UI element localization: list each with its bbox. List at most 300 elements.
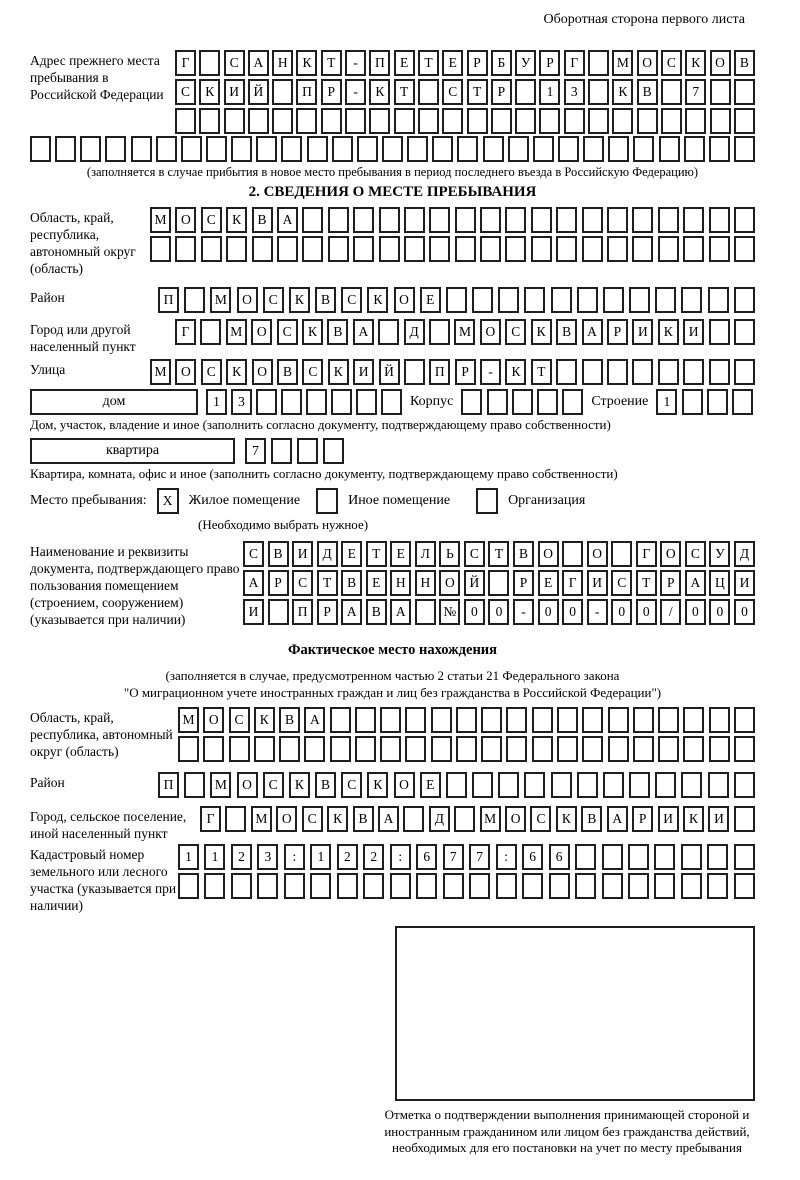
char-cell[interactable] — [323, 438, 344, 464]
char-cell[interactable] — [515, 79, 536, 105]
char-cell[interactable] — [709, 736, 730, 762]
char-cell[interactable] — [734, 359, 755, 385]
char-cell[interactable]: М — [251, 806, 272, 832]
char-cell[interactable] — [203, 736, 224, 762]
char-cell[interactable]: А — [582, 319, 603, 345]
char-cell[interactable] — [353, 207, 374, 233]
char-cell[interactable]: 0 — [611, 599, 632, 625]
char-cell[interactable]: - — [513, 599, 534, 625]
char-cell[interactable] — [415, 599, 436, 625]
char-cell[interactable] — [231, 136, 252, 162]
char-cell[interactable] — [150, 236, 171, 262]
char-cell[interactable]: С — [263, 772, 284, 798]
char-cell[interactable]: К — [685, 50, 706, 76]
char-cell[interactable]: Т — [321, 50, 342, 76]
char-cell[interactable] — [105, 136, 126, 162]
char-cell[interactable]: X — [157, 488, 179, 514]
char-cell[interactable]: Г — [636, 541, 657, 567]
char-cell[interactable] — [457, 136, 478, 162]
char-cell[interactable]: О — [394, 287, 415, 313]
char-cell[interactable]: 1 — [310, 844, 331, 870]
char-cell[interactable]: : — [496, 844, 517, 870]
char-cell[interactable] — [378, 319, 399, 345]
char-cell[interactable]: М — [612, 50, 633, 76]
char-cell[interactable] — [472, 772, 493, 798]
char-cell[interactable] — [382, 136, 403, 162]
char-cell[interactable]: В — [315, 772, 336, 798]
option-organization[interactable] — [476, 488, 585, 514]
char-cell[interactable] — [480, 236, 501, 262]
char-cell[interactable] — [734, 844, 755, 870]
char-cell[interactable] — [512, 389, 533, 415]
char-cell[interactable]: И — [587, 570, 608, 596]
char-cell[interactable]: С — [201, 359, 222, 385]
char-cell[interactable]: О — [587, 541, 608, 567]
char-cell[interactable] — [524, 287, 545, 313]
char-cell[interactable] — [562, 389, 583, 415]
char-cell[interactable] — [356, 389, 377, 415]
char-cell[interactable]: К — [289, 287, 310, 313]
char-cell[interactable] — [405, 707, 426, 733]
char-cell[interactable]: К — [296, 50, 317, 76]
char-cell[interactable] — [734, 319, 755, 345]
char-cell[interactable] — [416, 873, 437, 899]
option-residential[interactable] — [157, 488, 300, 514]
char-cell[interactable] — [505, 207, 526, 233]
char-cell[interactable]: В — [581, 806, 602, 832]
char-cell[interactable]: С — [302, 359, 323, 385]
char-cell[interactable] — [709, 207, 730, 233]
char-cell[interactable]: О — [637, 50, 658, 76]
char-cell[interactable] — [55, 136, 76, 162]
char-cell[interactable] — [332, 136, 353, 162]
char-cell[interactable] — [200, 319, 221, 345]
char-cell[interactable]: Р — [632, 806, 653, 832]
char-cell[interactable] — [659, 136, 680, 162]
char-cell[interactable]: Й — [379, 359, 400, 385]
char-cell[interactable] — [206, 136, 227, 162]
char-cell[interactable] — [204, 873, 225, 899]
char-cell[interactable] — [404, 236, 425, 262]
char-cell[interactable] — [256, 136, 277, 162]
char-cell[interactable] — [454, 806, 475, 832]
char-cell[interactable]: К — [254, 707, 275, 733]
char-cell[interactable]: Е — [442, 50, 463, 76]
char-cell[interactable] — [80, 136, 101, 162]
char-cell[interactable] — [683, 359, 704, 385]
char-cell[interactable] — [498, 287, 519, 313]
char-cell[interactable] — [658, 207, 679, 233]
char-cell[interactable] — [551, 287, 572, 313]
char-cell[interactable]: Р — [513, 570, 534, 596]
char-cell[interactable]: С — [464, 541, 485, 567]
char-cell[interactable] — [608, 136, 629, 162]
char-cell[interactable]: С — [175, 79, 196, 105]
char-cell[interactable] — [607, 207, 628, 233]
char-cell[interactable] — [602, 844, 623, 870]
char-cell[interactable]: М — [178, 707, 199, 733]
char-cell[interactable]: 1 — [656, 389, 677, 415]
char-cell[interactable]: О — [276, 806, 297, 832]
char-cell[interactable]: Т — [418, 50, 439, 76]
char-cell[interactable]: Е — [420, 772, 441, 798]
char-cell[interactable]: Н — [415, 570, 436, 596]
char-cell[interactable] — [658, 236, 679, 262]
char-cell[interactable] — [418, 108, 439, 134]
char-cell[interactable] — [734, 736, 755, 762]
char-cell[interactable] — [557, 707, 578, 733]
char-cell[interactable] — [487, 389, 508, 415]
char-cell[interactable] — [363, 873, 384, 899]
char-cell[interactable] — [506, 736, 527, 762]
char-cell[interactable] — [633, 136, 654, 162]
char-cell[interactable]: Р — [268, 570, 289, 596]
char-cell[interactable]: Т — [317, 570, 338, 596]
char-cell[interactable]: 3 — [564, 79, 585, 105]
char-cell[interactable] — [537, 389, 558, 415]
char-cell[interactable] — [633, 707, 654, 733]
char-cell[interactable] — [556, 359, 577, 385]
char-cell[interactable]: О — [175, 359, 196, 385]
char-cell[interactable]: К — [327, 806, 348, 832]
char-cell[interactable]: К — [658, 319, 679, 345]
char-cell[interactable]: Т — [636, 570, 657, 596]
char-cell[interactable] — [446, 287, 467, 313]
char-cell[interactable]: О — [710, 50, 731, 76]
char-cell[interactable] — [271, 438, 292, 464]
char-cell[interactable]: А — [304, 707, 325, 733]
char-cell[interactable]: С — [661, 50, 682, 76]
char-cell[interactable]: Т — [394, 79, 415, 105]
char-cell[interactable] — [603, 287, 624, 313]
char-cell[interactable] — [355, 707, 376, 733]
char-cell[interactable]: Р — [321, 79, 342, 105]
char-cell[interactable] — [345, 108, 366, 134]
char-cell[interactable] — [608, 736, 629, 762]
char-cell[interactable] — [683, 736, 704, 762]
char-cell[interactable]: С — [229, 707, 250, 733]
char-cell[interactable] — [628, 873, 649, 899]
char-cell[interactable] — [564, 108, 585, 134]
char-cell[interactable] — [252, 236, 273, 262]
char-cell[interactable]: К — [226, 207, 247, 233]
char-cell[interactable] — [469, 873, 490, 899]
char-cell[interactable] — [381, 389, 402, 415]
char-cell[interactable] — [734, 108, 755, 134]
char-cell[interactable] — [328, 207, 349, 233]
char-cell[interactable] — [684, 136, 705, 162]
char-cell[interactable]: Р — [539, 50, 560, 76]
char-cell[interactable] — [709, 136, 730, 162]
char-cell[interactable]: - — [345, 50, 366, 76]
char-cell[interactable] — [257, 873, 278, 899]
char-cell[interactable] — [472, 287, 493, 313]
char-cell[interactable] — [562, 541, 583, 567]
char-cell[interactable] — [658, 359, 679, 385]
option-other-premises[interactable] — [316, 488, 450, 514]
char-cell[interactable]: К — [367, 772, 388, 798]
char-cell[interactable]: Т — [531, 359, 552, 385]
char-cell[interactable]: С — [442, 79, 463, 105]
char-cell[interactable] — [556, 207, 577, 233]
char-cell[interactable]: Г — [200, 806, 221, 832]
char-cell[interactable] — [467, 108, 488, 134]
char-cell[interactable]: С — [341, 287, 362, 313]
char-cell[interactable]: Е — [341, 541, 362, 567]
char-cell[interactable] — [284, 873, 305, 899]
char-cell[interactable] — [508, 136, 529, 162]
char-cell[interactable] — [481, 707, 502, 733]
char-cell[interactable] — [632, 236, 653, 262]
char-cell[interactable] — [178, 736, 199, 762]
char-cell[interactable] — [407, 136, 428, 162]
char-cell[interactable] — [307, 136, 328, 162]
char-cell[interactable] — [175, 236, 196, 262]
char-cell[interactable] — [248, 108, 269, 134]
char-cell[interactable] — [557, 736, 578, 762]
char-cell[interactable] — [394, 108, 415, 134]
char-cell[interactable]: В — [556, 319, 577, 345]
char-cell[interactable] — [533, 136, 554, 162]
char-cell[interactable]: Д — [404, 319, 425, 345]
char-cell[interactable] — [637, 108, 658, 134]
char-cell[interactable] — [685, 108, 706, 134]
char-cell[interactable] — [330, 707, 351, 733]
char-cell[interactable] — [531, 207, 552, 233]
char-cell[interactable] — [199, 108, 220, 134]
char-cell[interactable]: С — [341, 772, 362, 798]
char-cell[interactable]: В — [252, 207, 273, 233]
char-cell[interactable] — [734, 772, 755, 798]
char-cell[interactable] — [498, 772, 519, 798]
char-cell[interactable]: Г — [564, 50, 585, 76]
char-cell[interactable]: 0 — [685, 599, 706, 625]
char-cell[interactable]: С — [530, 806, 551, 832]
char-cell[interactable]: М — [210, 287, 231, 313]
char-cell[interactable] — [710, 79, 731, 105]
char-cell[interactable] — [734, 707, 755, 733]
char-cell[interactable]: : — [390, 844, 411, 870]
char-cell[interactable]: О — [538, 541, 559, 567]
char-cell[interactable] — [582, 736, 603, 762]
char-cell[interactable] — [632, 359, 653, 385]
char-cell[interactable]: Ц — [709, 570, 730, 596]
char-cell[interactable] — [681, 772, 702, 798]
char-cell[interactable]: Е — [538, 570, 559, 596]
char-cell[interactable]: С — [292, 570, 313, 596]
char-cell[interactable]: С — [201, 207, 222, 233]
char-cell[interactable]: 2 — [337, 844, 358, 870]
char-cell[interactable]: С — [302, 806, 323, 832]
char-cell[interactable] — [403, 806, 424, 832]
char-cell[interactable]: Н — [272, 50, 293, 76]
char-cell[interactable]: В — [637, 79, 658, 105]
char-cell[interactable] — [505, 236, 526, 262]
char-cell[interactable]: У — [709, 541, 730, 567]
char-cell[interactable] — [531, 236, 552, 262]
char-cell[interactable] — [577, 772, 598, 798]
char-cell[interactable] — [30, 136, 51, 162]
char-cell[interactable]: О — [480, 319, 501, 345]
char-cell[interactable]: 0 — [562, 599, 583, 625]
char-cell[interactable]: П — [292, 599, 313, 625]
char-cell[interactable] — [654, 844, 675, 870]
char-cell[interactable]: Р — [607, 319, 628, 345]
char-cell[interactable]: В — [366, 599, 387, 625]
char-cell[interactable]: В — [279, 707, 300, 733]
char-cell[interactable] — [321, 108, 342, 134]
char-cell[interactable]: П — [429, 359, 450, 385]
char-cell[interactable]: М — [454, 319, 475, 345]
char-cell[interactable] — [226, 236, 247, 262]
char-cell[interactable]: О — [394, 772, 415, 798]
char-cell[interactable]: 2 — [231, 844, 252, 870]
char-cell[interactable]: С — [243, 541, 264, 567]
char-cell[interactable]: А — [243, 570, 264, 596]
char-cell[interactable] — [532, 707, 553, 733]
char-cell[interactable]: 7 — [245, 438, 266, 464]
char-cell[interactable]: 1 — [539, 79, 560, 105]
char-cell[interactable]: - — [345, 79, 366, 105]
char-cell[interactable] — [491, 108, 512, 134]
char-cell[interactable]: М — [226, 319, 247, 345]
char-cell[interactable]: Т — [467, 79, 488, 105]
char-cell[interactable]: К — [531, 319, 552, 345]
char-cell[interactable]: А — [248, 50, 269, 76]
char-cell[interactable]: П — [158, 287, 179, 313]
char-cell[interactable]: С — [685, 541, 706, 567]
char-cell[interactable] — [357, 136, 378, 162]
char-cell[interactable] — [131, 136, 152, 162]
char-cell[interactable] — [404, 207, 425, 233]
char-cell[interactable] — [201, 236, 222, 262]
char-cell[interactable]: А — [277, 207, 298, 233]
char-cell[interactable] — [279, 736, 300, 762]
char-cell[interactable]: Н — [390, 570, 411, 596]
char-cell[interactable] — [558, 136, 579, 162]
char-cell[interactable] — [681, 844, 702, 870]
char-cell[interactable] — [429, 207, 450, 233]
char-cell[interactable]: Г — [562, 570, 583, 596]
char-cell[interactable] — [575, 844, 596, 870]
char-cell[interactable]: № — [439, 599, 460, 625]
char-cell[interactable] — [524, 772, 545, 798]
char-cell[interactable]: К — [369, 79, 390, 105]
char-cell[interactable]: Е — [420, 287, 441, 313]
char-cell[interactable] — [734, 873, 755, 899]
char-cell[interactable] — [229, 736, 250, 762]
house-type-box[interactable]: дом — [30, 389, 198, 415]
char-cell[interactable]: Г — [175, 319, 196, 345]
char-cell[interactable]: М — [150, 207, 171, 233]
char-cell[interactable]: Д — [317, 541, 338, 567]
char-cell[interactable] — [707, 389, 728, 415]
char-cell[interactable]: А — [341, 599, 362, 625]
char-cell[interactable]: К — [556, 806, 577, 832]
char-cell[interactable] — [455, 207, 476, 233]
char-cell[interactable] — [380, 736, 401, 762]
char-cell[interactable] — [456, 736, 477, 762]
char-cell[interactable]: В — [277, 359, 298, 385]
char-cell[interactable] — [405, 736, 426, 762]
char-cell[interactable]: С — [263, 287, 284, 313]
char-cell[interactable] — [379, 236, 400, 262]
char-cell[interactable] — [175, 108, 196, 134]
char-cell[interactable]: / — [660, 599, 681, 625]
char-cell[interactable] — [483, 136, 504, 162]
char-cell[interactable] — [316, 488, 338, 514]
char-cell[interactable]: 0 — [709, 599, 730, 625]
char-cell[interactable] — [379, 207, 400, 233]
char-cell[interactable] — [588, 108, 609, 134]
char-cell[interactable]: Б — [491, 50, 512, 76]
char-cell[interactable]: П — [158, 772, 179, 798]
char-cell[interactable] — [551, 772, 572, 798]
char-cell[interactable] — [549, 873, 570, 899]
char-cell[interactable] — [732, 389, 753, 415]
char-cell[interactable]: : — [284, 844, 305, 870]
char-cell[interactable]: О — [660, 541, 681, 567]
char-cell[interactable] — [607, 359, 628, 385]
char-cell[interactable] — [496, 873, 517, 899]
char-cell[interactable]: О — [252, 359, 273, 385]
char-cell[interactable] — [654, 873, 675, 899]
char-cell[interactable]: 0 — [734, 599, 755, 625]
char-cell[interactable] — [306, 389, 327, 415]
char-cell[interactable]: Е — [390, 541, 411, 567]
char-cell[interactable] — [488, 570, 509, 596]
char-cell[interactable]: М — [210, 772, 231, 798]
char-cell[interactable] — [709, 359, 730, 385]
char-cell[interactable] — [456, 707, 477, 733]
char-cell[interactable]: 3 — [257, 844, 278, 870]
char-cell[interactable]: 6 — [522, 844, 543, 870]
char-cell[interactable]: Ь — [439, 541, 460, 567]
char-cell[interactable]: Д — [734, 541, 755, 567]
char-cell[interactable]: А — [685, 570, 706, 596]
char-cell[interactable] — [404, 359, 425, 385]
char-cell[interactable]: К — [683, 806, 704, 832]
char-cell[interactable] — [734, 207, 755, 233]
char-cell[interactable] — [515, 108, 536, 134]
char-cell[interactable]: В — [353, 806, 374, 832]
char-cell[interactable] — [632, 207, 653, 233]
char-cell[interactable] — [480, 207, 501, 233]
char-cell[interactable] — [734, 136, 755, 162]
char-cell[interactable] — [708, 287, 729, 313]
char-cell[interactable] — [612, 108, 633, 134]
char-cell[interactable]: 6 — [416, 844, 437, 870]
char-cell[interactable] — [661, 79, 682, 105]
char-cell[interactable] — [418, 79, 439, 105]
char-cell[interactable] — [199, 50, 220, 76]
char-cell[interactable]: 1 — [178, 844, 199, 870]
char-cell[interactable] — [539, 108, 560, 134]
char-cell[interactable]: В — [734, 50, 755, 76]
char-cell[interactable]: В — [268, 541, 289, 567]
char-cell[interactable] — [707, 844, 728, 870]
char-cell[interactable]: К — [226, 359, 247, 385]
char-cell[interactable] — [583, 136, 604, 162]
char-cell[interactable] — [184, 287, 205, 313]
char-cell[interactable] — [328, 236, 349, 262]
char-cell[interactable] — [272, 79, 293, 105]
char-cell[interactable] — [442, 108, 463, 134]
char-cell[interactable] — [588, 79, 609, 105]
char-cell[interactable]: Г — [175, 50, 196, 76]
char-cell[interactable] — [277, 236, 298, 262]
apartment-type-box[interactable]: квартира — [30, 438, 235, 464]
